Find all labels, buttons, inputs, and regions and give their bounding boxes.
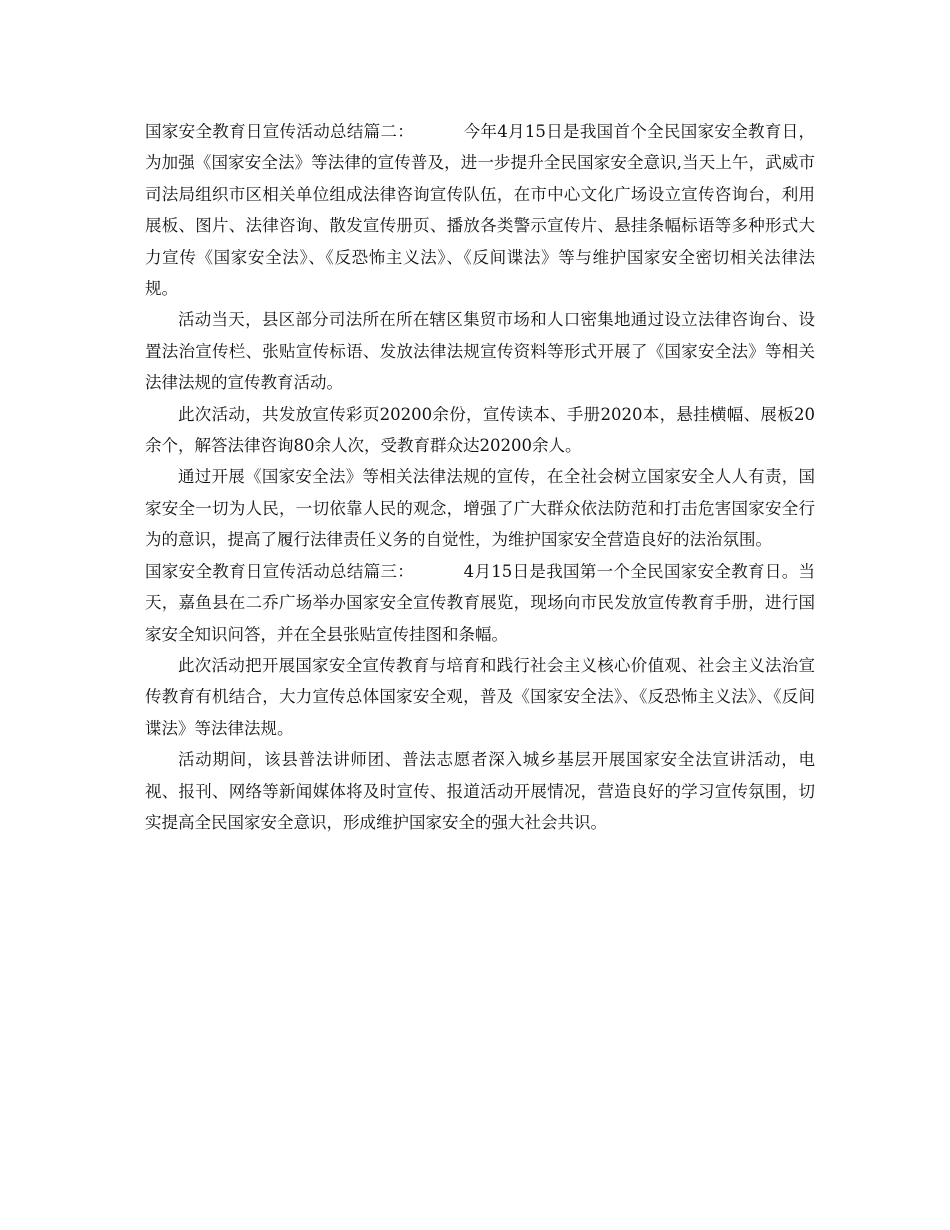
section-2-lead-paragraph [145, 116, 815, 304]
section-2-heading: 国家安全教育日宣传活动总结篇二： [145, 122, 415, 141]
section-2-paragraph: 活动当天，县区部分司法所在所在辖区集贸市场和人口密集地通过设立法律咨询台、设置法治宣传栏、张贴宣传标语、发放法律法规宣传资料等形式开展了《国家安全法》等相关法律法规的宣传教育活动。 [145, 310, 815, 393]
document-body [145, 116, 815, 838]
section-3-paragraph: 活动期间，该县普法讲师团、普法志愿者深入城乡基层开展国家安全法宣讲活动，电视、报刊、网络等新闻媒体将及时宣传、报道活动开展情况，营造良好的学习宣传氛围，切实提高全民国家安全意识，形成维护国家安全的强大社会共识。 [145, 750, 815, 832]
section-2-lead-text: 今年4月15日是我国首个全民国家安全教育日，为加强《国家安全法》等法律的宣传普及，进一步提升全民国家安全意识,当天上午，武威市司法局组织市区相关单位组成法律咨询宣传队伍，在市中心文化广场设立宣传咨询台，利用展板、图片、法律咨询、散发宣传册页、播放各类警示宣传片、悬挂条幅标语等多种形式大力宣传《国家安全法》、《反恐怖主义法》、《反间谍法》等与维护国家安全密切相关法律法规。 [145, 122, 816, 299]
section-2-paragraph: 此次活动，共发放宣传彩页20200余份，宣传读本、手册2020本，悬挂横幅、展板20余个，解答法律咨询80余人次，受教育群众达20200余人。 [145, 404, 815, 456]
section-3-lead-text: 4月15日是我国第一个全民国家安全教育日。当天，嘉鱼县在二乔广场举办国家安全宣传教育展览，现场向市民发放宣传教育手册，进行国家安全知识问答，并在全县张贴宣传挂图和条幅。 [145, 561, 816, 644]
section-3-paragraph: 此次活动把开展国家安全宣传教育与培育和践行社会主义核心价值观、社会主义法治宣传教育有机结合，大力宣传总体国家安全观，普及《国家安全法》、《反恐怖主义法》、《反间谍法》等法律法规。 [145, 655, 815, 738]
section-3-heading: 国家安全教育日宣传活动总结篇三： [145, 561, 415, 581]
section-3-lead-paragraph [145, 556, 815, 650]
section-2-paragraph: 通过开展《国家安全法》等相关法律法规的宣传，在全社会树立国家安全人人有责，国家安全一切为人民，一切依靠人民的观念，增强了广大群众依法防范和打击危害国家安全行为的意识，提高了履行法律责任义务的自觉性，为维护国家安全营造良好的法治氛围。 [145, 467, 815, 550]
